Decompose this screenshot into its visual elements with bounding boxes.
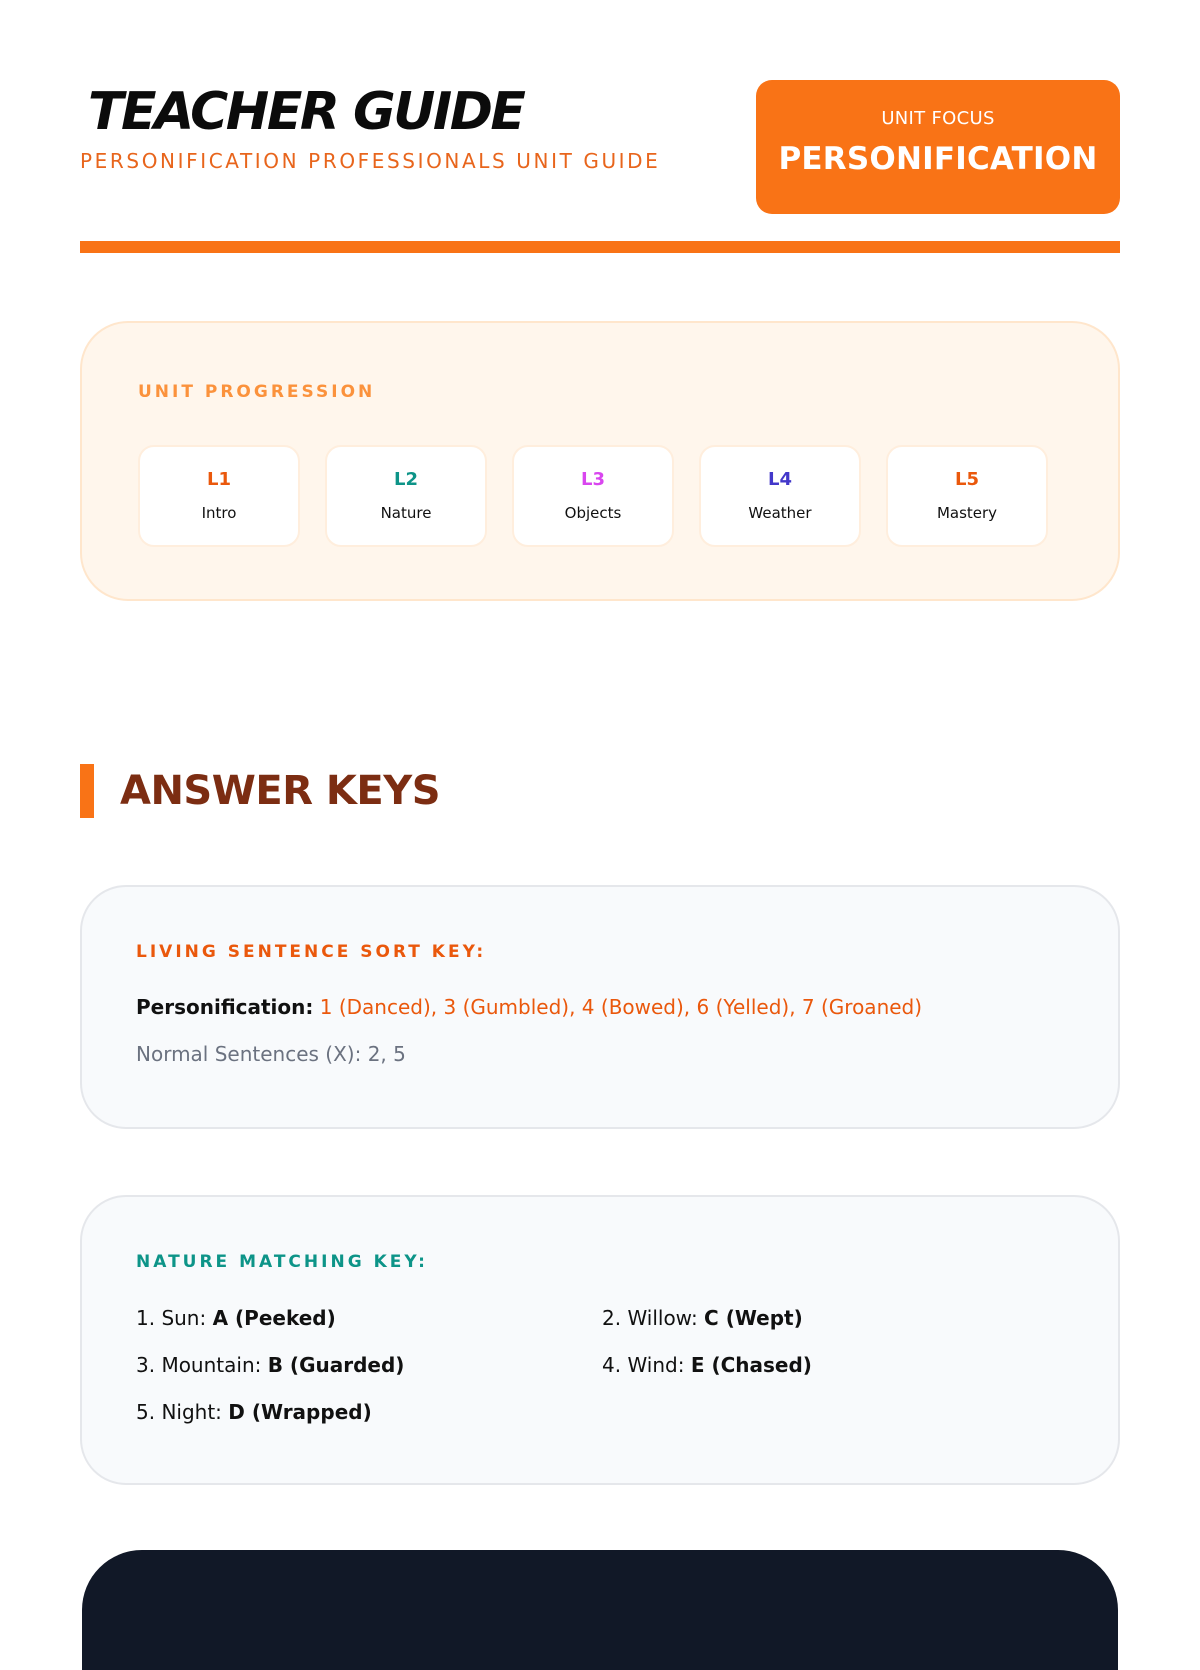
matching-item xyxy=(602,1304,803,1332)
header-divider xyxy=(80,241,1120,253)
section-accent-bar xyxy=(80,764,94,818)
matching-item-answer: C (Wept) xyxy=(704,1306,803,1330)
lesson-card-l5 xyxy=(886,445,1048,547)
lesson-number: L5 xyxy=(955,469,979,490)
matching-item-prefix: 1. Sun: xyxy=(136,1306,207,1330)
normal-sentences-label: Normal Sentences (X): xyxy=(136,1042,362,1066)
matching-item-prefix: 3. Mountain: xyxy=(136,1353,262,1377)
matching-item xyxy=(136,1304,336,1332)
lesson-name: Objects xyxy=(564,504,622,522)
lesson-name: Weather xyxy=(748,504,812,522)
unit-focus-badge xyxy=(756,80,1120,214)
lesson-card-l1 xyxy=(138,445,300,547)
page-subtitle: PERSONIFICATION PROFESSIONALS UNIT GUIDE xyxy=(80,149,661,173)
personification-answer-line xyxy=(136,993,922,1021)
matching-item-prefix: 5. Night: xyxy=(136,1400,222,1424)
matching-item-prefix: 2. Willow: xyxy=(602,1306,698,1330)
lesson-number: L4 xyxy=(768,469,792,490)
lesson-name: Intro xyxy=(201,504,237,522)
page-header xyxy=(80,80,1120,214)
normal-sentences-values: 2, 5 xyxy=(367,1042,406,1066)
lesson-number: L1 xyxy=(207,469,231,490)
normal-sentences-line xyxy=(136,1040,406,1068)
personification-label: Personification: xyxy=(136,995,314,1019)
unit-focus-label: UNIT FOCUS xyxy=(881,108,995,129)
sentence-sort-key-card xyxy=(80,885,1120,1129)
matching-item xyxy=(136,1398,372,1426)
matching-item-answer: A (Peeked) xyxy=(212,1306,336,1330)
nature-matching-key-card xyxy=(80,1195,1120,1485)
lesson-number: L2 xyxy=(394,469,418,490)
lesson-list xyxy=(138,445,1066,547)
nature-matching-key-heading: NATURE MATCHING KEY: xyxy=(136,1252,428,1272)
sentence-sort-key-heading: LIVING SENTENCE SORT KEY: xyxy=(136,942,487,962)
matching-item-answer: B (Guarded) xyxy=(267,1353,405,1377)
answer-keys-title: ANSWER KEYS xyxy=(120,768,441,814)
matching-item-prefix: 4. Wind: xyxy=(602,1353,685,1377)
personification-values: 1 (Danced), 3 (Gumbled), 4 (Bowed), 6 (Yelled), 7 (Groaned) xyxy=(319,995,923,1019)
lesson-card-l4 xyxy=(699,445,861,547)
lesson-number: L3 xyxy=(581,469,605,490)
matching-item-answer: D (Wrapped) xyxy=(228,1400,372,1424)
lesson-card-l3 xyxy=(512,445,674,547)
unit-progression-panel xyxy=(80,321,1120,601)
page-title: TEACHER GUIDE xyxy=(88,82,524,142)
matching-item-answer: E (Chased) xyxy=(690,1353,812,1377)
lesson-name: Mastery xyxy=(936,504,998,522)
matching-item xyxy=(602,1351,812,1379)
unit-progression-heading: UNIT PROGRESSION xyxy=(138,382,376,402)
dark-section-block xyxy=(82,1550,1118,1670)
matching-item xyxy=(136,1351,404,1379)
lesson-card-l2 xyxy=(325,445,487,547)
lesson-name: Nature xyxy=(380,504,432,522)
unit-focus-value: PERSONIFICATION xyxy=(778,141,1098,177)
